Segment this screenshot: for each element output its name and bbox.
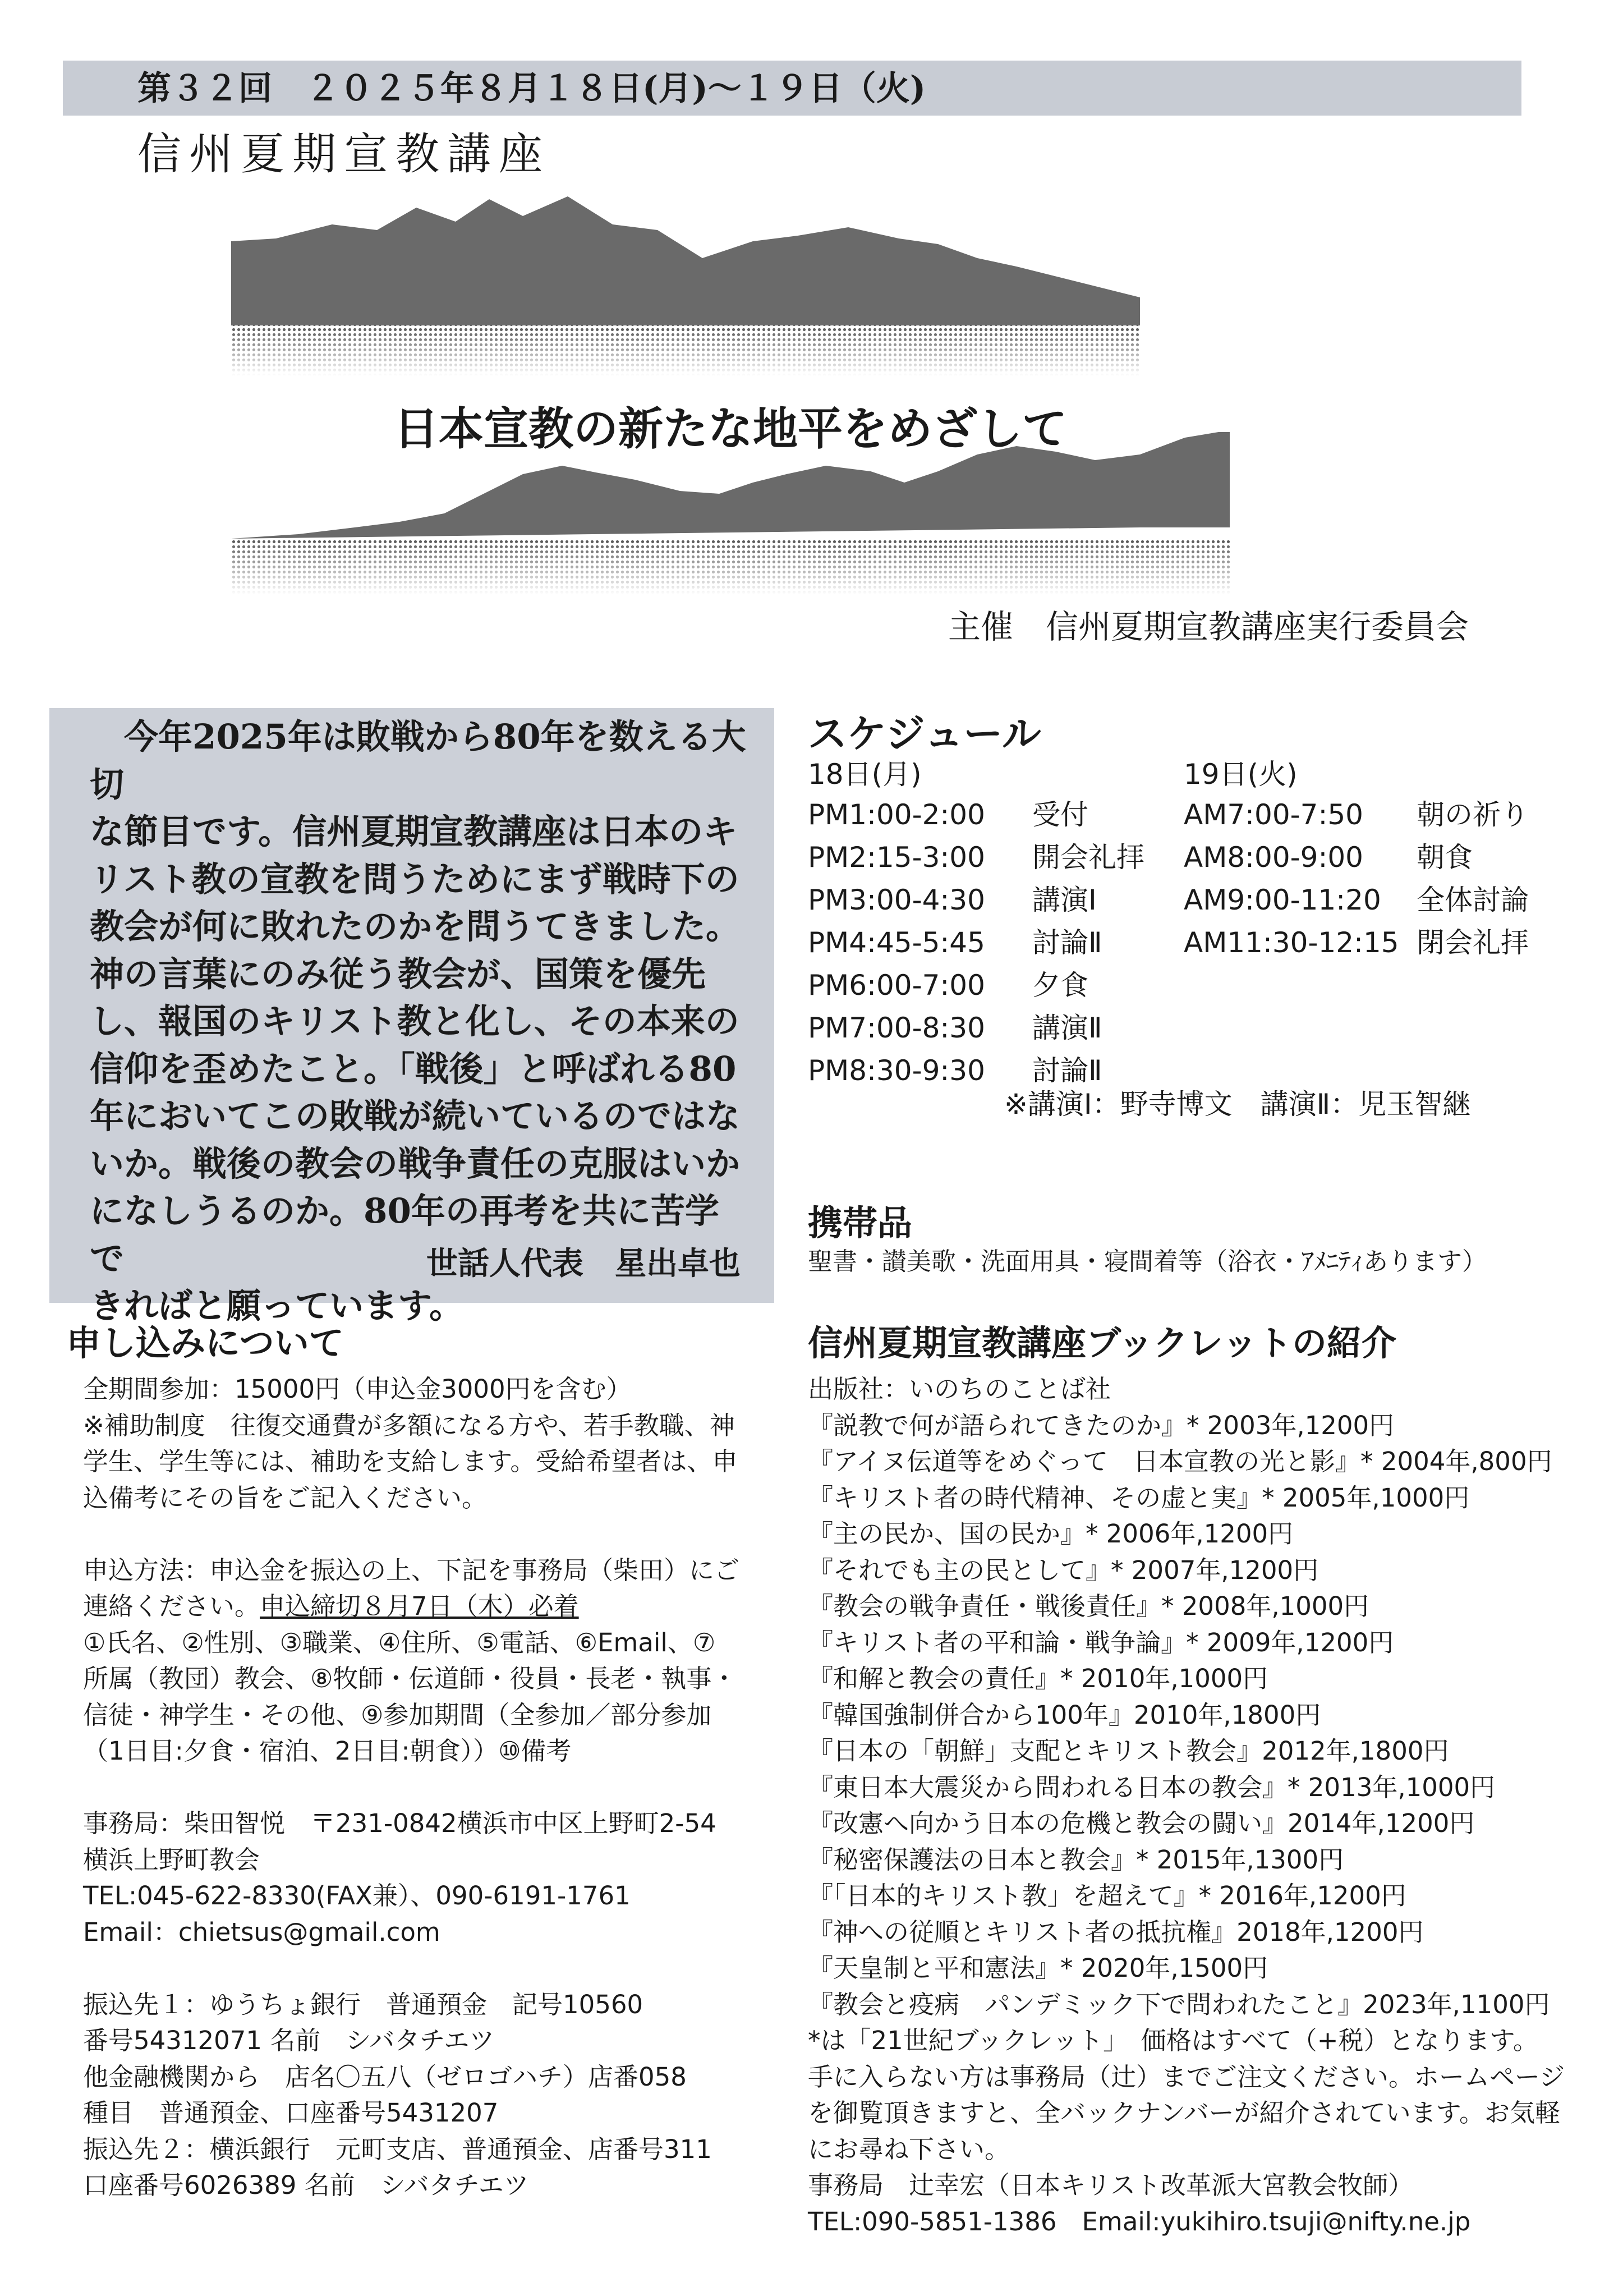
schedule-row xyxy=(1184,878,1529,920)
fields-line: 信徒・神学生・その他、⑨参加期間（全参加／部分参加 xyxy=(83,1700,712,1730)
application-body xyxy=(83,1371,790,2204)
booklet-note: *は「21世紀ブックレット」 価格はすべて（+税）となります。 xyxy=(808,2026,1538,2055)
booklet-item: 『秘密保護法の日本と教会』* 2015年,1300円 xyxy=(808,1844,1344,1875)
intro-text xyxy=(90,714,746,1330)
publisher-line: 出版社：いのちのことば社 xyxy=(808,1374,1111,1404)
schedule-row xyxy=(808,835,1144,878)
upper-mountain-range xyxy=(231,196,1140,376)
subsidy-line: 学生、学生等には、補助を支給します。受給希望者は、申 xyxy=(83,1447,738,1476)
schedule-time: PM2:15-3:00 xyxy=(808,841,985,874)
fields-line: 所属（教団）教会、⑧牧師・伝道師・役員・長老・執事・ xyxy=(83,1664,737,1693)
schedule-time: PM7:00-8:30 xyxy=(808,1012,985,1044)
booklet-office: 事務局 辻幸宏（日本キリスト改革派大宮教会牧師） xyxy=(808,2170,1414,2200)
booklet-note: にお尋ね下さい。 xyxy=(808,2134,1010,2164)
schedule-event: 討論Ⅱ xyxy=(1032,1054,1102,1087)
booklets-body xyxy=(808,1371,1565,2240)
intro-line: 年においてこの敗戦が続いているのではな xyxy=(90,1096,741,1136)
booklet-note: を御覧頂きますと、全バックナンバーが紹介されています。お気軽 xyxy=(808,2098,1561,2128)
booklet-note: 手に入らない方は事務局（辻）までご注文ください。ホームページ xyxy=(808,2061,1565,2092)
event-title: 信州夏期宣教講座 xyxy=(137,129,551,180)
booklet-item: 『説教で何が語られてきたのか』* 2003年,1200円 xyxy=(808,1410,1395,1440)
schedule-row xyxy=(1184,792,1529,835)
schedule-event: 討論Ⅱ xyxy=(1032,926,1102,959)
intro-line: 今年2025年は敗戦から80年を数える大切 xyxy=(90,717,746,805)
office-line: 横浜上野町教会 xyxy=(83,1844,260,1875)
schedule-time: PM1:00-2:00 xyxy=(808,798,985,831)
booklet-item: 『韓国強制併合から100年』2010年,1800円 xyxy=(808,1700,1321,1730)
subsidy-line: ※補助制度 往復交通費が多額になる方や、若手教職、神 xyxy=(83,1410,735,1440)
schedule-time: PM6:00-7:00 xyxy=(808,969,985,1002)
day2-schedule xyxy=(1184,792,1529,963)
office-email[interactable]: Email：chietsus@gmail.com xyxy=(83,1917,440,1947)
schedule-time: PM4:45-5:45 xyxy=(808,926,985,959)
schedule-time: PM8:30-9:30 xyxy=(808,1054,985,1087)
schedule-time: PM3:00-4:30 xyxy=(808,884,985,916)
schedule-event: 全体討論 xyxy=(1417,884,1529,916)
intro-line: な節目です。信州夏期宣教講座は日本のキ xyxy=(90,812,738,852)
lecturers-note: ※講演Ⅰ：野寺博文 講演Ⅱ：児玉智継 xyxy=(1004,1088,1471,1121)
schedule-title: スケジュール xyxy=(808,711,1041,757)
fields-line: （1日目:夕食・宿泊、2日目:朝食））⑩備考 xyxy=(83,1736,572,1766)
booklet-item: 『それでも主の民として』* 2007年,1200円 xyxy=(808,1555,1319,1585)
office-line: TEL:045-622-8330(FAX兼）、090-6191-1761 xyxy=(83,1881,631,1911)
organizer-line: 主催 信州夏期宣教講座実行委員会 xyxy=(948,608,1469,646)
items-text: 聖書・讃美歌・洗面用具・寝間着等（浴衣・ｱﾒﾆﾃｨあります） xyxy=(808,1247,1487,1276)
theme-heading: 日本宣教の新たな地平をめざして xyxy=(394,402,1067,455)
transfer-line: 他金融機関から 店名〇五八（ゼロゴハチ）店番058 xyxy=(83,2061,687,2092)
transfer-line: 振込先２：横浜銀行 元町支店、普通預金、店番号311 xyxy=(83,2134,712,2164)
schedule-row xyxy=(808,920,1144,963)
subsidy-line: 込備考にその旨をご記入ください。 xyxy=(83,1482,488,1513)
schedule-row xyxy=(1184,920,1529,963)
schedule-event: 朝の祈り xyxy=(1417,798,1529,831)
transfer-line: 振込先１：ゆうちょ銀行 普通預金 記号10560 xyxy=(83,1989,643,2019)
office-line: 事務局：柴田智悦 〒231-0842横浜市中区上野町2-54 xyxy=(83,1808,716,1838)
transfer-line: 口座番号6026389 名前 シバタチエツ xyxy=(83,2170,529,2200)
transfer-line: 番号54312071 名前 シバタチエツ xyxy=(83,2026,495,2055)
booklet-item: 『日本の「朝鮮」支配とキリスト教会』2012年,1800円 xyxy=(808,1736,1449,1766)
booklet-item: 『神への従順とキリスト者の抵抗権』2018年,1200円 xyxy=(808,1917,1424,1947)
schedule-time: AM9:00-11:20 xyxy=(1184,884,1381,916)
schedule-time: AM7:00-7:50 xyxy=(1184,798,1363,831)
schedule-event: 朝食 xyxy=(1417,841,1473,874)
deadline-text: 申込締切８月7日（木）必着 xyxy=(260,1591,579,1621)
schedule-row xyxy=(808,1005,1144,1048)
items-title: 携帯品 xyxy=(808,1202,913,1243)
event-dates: 第３２回 ２０２５年８月１８日(月)～１９日（火) xyxy=(137,69,926,108)
booklet-item: 『キリスト者の時代精神、その虚と実』* 2005年,1000円 xyxy=(808,1482,1470,1513)
booklet-item: 『「日本的キリスト教」を超えて』* 2016年,1200円 xyxy=(808,1881,1406,1911)
method-text: 連絡ください。 xyxy=(83,1591,260,1621)
fee-line: 全期間参加：15000円（申込金3000円を含む） xyxy=(83,1374,632,1404)
transfer-line: 種目 普通預金、口座番号5431207 xyxy=(83,2098,499,2128)
day1-schedule xyxy=(808,792,1144,1091)
schedule-time: AM8:00-9:00 xyxy=(1184,841,1363,874)
schedule-event: 講演Ⅰ xyxy=(1032,884,1097,916)
intro-line: 神の言葉にのみ従う教会が、国策を優先 xyxy=(90,954,706,994)
intro-signature: 世話人代表 星出卓也 xyxy=(426,1245,741,1282)
booklet-item: 『天皇制と平和憲法』* 2020年,1500円 xyxy=(808,1953,1268,1983)
schedule-row xyxy=(808,963,1144,1005)
intro-line: 信仰を歪めたこと。「戦後」と呼ばれる80 xyxy=(90,1049,737,1089)
intro-line: 教会が何に敗れたのかを問うてきました。 xyxy=(90,907,741,947)
schedule-event: 講演Ⅱ xyxy=(1032,1012,1102,1044)
booklet-item: 『教会の戦争責任・戦後責任』* 2008年,1000円 xyxy=(808,1591,1369,1621)
booklets-title: 信州夏期宣教講座ブックレットの紹介 xyxy=(808,1323,1397,1363)
booklet-item: 『和解と教会の責任』* 2010年,1000円 xyxy=(808,1664,1268,1693)
booklet-item: 『アイヌ伝道等をめぐって 日本宣教の光と影』* 2004年,800円 xyxy=(808,1447,1552,1476)
method-line xyxy=(83,1588,790,1625)
schedule-event: 受付 xyxy=(1032,798,1088,831)
schedule-row xyxy=(808,878,1144,920)
schedule-row xyxy=(1184,835,1529,878)
booklet-contact[interactable]: TEL:090-5851-1386 Email:yukihiro.tsuji@nifty.ne.jp xyxy=(808,2206,1471,2237)
application-title: 申し込みについて xyxy=(66,1323,344,1363)
day2-label: 19日(火) xyxy=(1184,758,1298,791)
schedule-event: 夕食 xyxy=(1032,969,1088,1002)
intro-line: し、報国のキリスト教と化し、その本来の xyxy=(90,1002,739,1041)
intro-line: リスト教の宣教を問うためにまず戦時下の xyxy=(90,859,739,899)
schedule-event: 閉会礼拝 xyxy=(1417,926,1529,959)
fields-line: ①氏名、②性別、③職業、④住所、⑤電話、⑥Email、⑦ xyxy=(83,1627,716,1657)
booklet-item: 『東日本大震災から問われる日本の教会』* 2013年,1000円 xyxy=(808,1772,1496,1802)
day1-label: 18日(月) xyxy=(808,758,922,791)
booklet-item: 『キリスト者の平和論・戦争論』* 2009年,1200円 xyxy=(808,1627,1394,1657)
booklet-item: 『改憲へ向かう日本の危機と教会の闘い』2014年,1200円 xyxy=(808,1808,1475,1838)
method-line: 申込方法：申込金を振込の上、下記を事務局（柴田）にご xyxy=(83,1555,740,1585)
booklet-item: 『主の民か、国の民か』* 2006年,1200円 xyxy=(808,1519,1294,1549)
schedule-time: AM11:30-12:15 xyxy=(1184,926,1399,959)
schedule-row xyxy=(808,792,1144,835)
intro-line: きればと願っています。 xyxy=(90,1286,464,1326)
intro-line: いか。戦後の教会の戦争責任の克服はいか xyxy=(90,1144,741,1184)
intro-line: になしうるのか。80年の再考を共に苦学で xyxy=(90,1191,719,1279)
booklet-item: 『教会と疫病 パンデミック下で問われたこと』2023年,1100円 xyxy=(808,1989,1550,2019)
schedule-event: 開会礼拝 xyxy=(1032,841,1144,874)
